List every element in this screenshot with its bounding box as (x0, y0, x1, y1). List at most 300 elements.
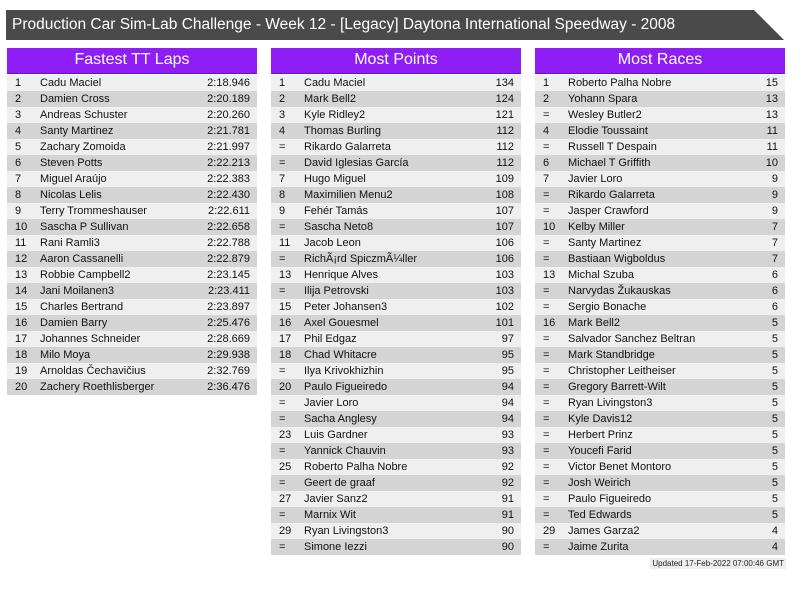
table-row (535, 315, 785, 331)
driver-name-cell: Rikardo Galarreta (304, 141, 391, 153)
table-row (7, 235, 257, 251)
driver-name-cell: Narvydas Žukauskas (568, 285, 671, 297)
value-cell: 2:25.476 (207, 317, 250, 329)
value-cell: 9 (771, 205, 778, 217)
driver-name-cell: Fehér Tamás (304, 205, 368, 217)
value-cell: 5 (771, 397, 778, 409)
driver-name-cell: Andreas Schuster (40, 109, 128, 121)
table-row (535, 75, 785, 91)
position-cell: = (279, 285, 286, 297)
value-cell: 103 (495, 269, 514, 281)
driver-name-cell: Cadu Maciel (40, 77, 102, 89)
driver-name-cell: David Iglesias García (304, 157, 409, 169)
position-cell: = (543, 109, 550, 121)
value-cell: 13 (765, 109, 778, 121)
position-cell: 4 (15, 125, 22, 137)
position-cell: 7 (543, 173, 550, 185)
driver-name-cell: Gregory Barrett-Wilt (568, 381, 666, 393)
table-row (7, 299, 257, 315)
position-cell: = (543, 189, 550, 201)
table-row (271, 251, 521, 267)
driver-name-cell: Michael T Griffith (568, 157, 651, 169)
driver-name-cell: Mark Standbridge (568, 349, 655, 361)
table-row (535, 187, 785, 203)
driver-name-cell: Santy Martinez (40, 125, 114, 137)
value-cell: 5 (771, 493, 778, 505)
position-cell: 15 (15, 301, 28, 313)
position-cell: 12 (15, 253, 28, 265)
value-cell: 2:20.260 (207, 109, 250, 121)
driver-name-cell: Elodie Toussaint (568, 125, 648, 137)
driver-name-cell: Jacob Leon (304, 237, 361, 249)
position-cell: 5 (15, 141, 22, 153)
position-cell: 19 (15, 365, 28, 377)
value-cell: 2:22.611 (207, 205, 250, 217)
position-cell: 18 (15, 349, 28, 361)
driver-name-cell: Simone Iezzi (304, 541, 367, 553)
driver-name-cell: Christopher Leitheiser (568, 365, 676, 377)
value-cell: 108 (495, 189, 514, 201)
position-cell: 6 (15, 157, 22, 169)
driver-name-cell: Nicolas Lelis (40, 189, 102, 201)
table-row (271, 235, 521, 251)
value-cell: 94 (501, 397, 514, 409)
position-cell: = (279, 477, 286, 489)
value-cell: 5 (771, 317, 778, 329)
driver-name-cell: Cadu Maciel (304, 77, 366, 89)
position-cell: = (543, 285, 550, 297)
value-cell: 112 (496, 125, 514, 137)
driver-name-cell: Phil Edgaz (304, 333, 357, 345)
table-row (271, 219, 521, 235)
table-row (271, 139, 521, 155)
driver-name-cell: Salvador Sanchez Beltran (568, 333, 696, 345)
driver-name-cell: Bastiaan Wigboldus (568, 253, 666, 265)
position-cell: 15 (279, 301, 292, 313)
driver-name-cell: Kyle Ridley2 (304, 109, 366, 121)
position-cell: 17 (15, 333, 28, 345)
driver-name-cell: Aaron Cassanelli (40, 253, 124, 265)
driver-name-cell: Ted Edwards (568, 509, 632, 521)
table-row (271, 539, 521, 555)
value-cell: 9 (771, 173, 778, 185)
value-cell: 5 (771, 333, 778, 345)
driver-name-cell: Axel Gouesmel (304, 317, 379, 329)
table-row (7, 251, 257, 267)
value-cell: 112 (496, 157, 514, 169)
table-row (535, 155, 785, 171)
table-row (271, 363, 521, 379)
panel-header: Fastest TT Laps (7, 48, 257, 74)
driver-name-cell: Terry Trommeshauser (40, 205, 147, 217)
driver-name-cell: Javier Loro (568, 173, 623, 185)
value-cell: 2:22.788 (207, 237, 250, 249)
table-row (271, 379, 521, 395)
title-banner (6, 10, 784, 40)
value-cell: 2:22.879 (207, 253, 250, 265)
position-cell: = (543, 333, 550, 345)
table-row (535, 523, 785, 539)
position-cell: 20 (279, 381, 292, 393)
driver-name-cell: Victor Benet Montoro (568, 461, 672, 473)
value-cell: 101 (495, 317, 514, 329)
table-row (7, 75, 257, 91)
position-cell: = (543, 477, 550, 489)
position-cell: 9 (279, 205, 286, 217)
table-row (535, 379, 785, 395)
table-row (7, 171, 257, 187)
table-row (271, 331, 521, 347)
driver-name-cell: Yohann Spara (568, 93, 638, 105)
driver-name-cell: Thomas Burling (304, 125, 382, 137)
value-cell: 121 (495, 109, 514, 121)
driver-name-cell: Zachary Zomoida (40, 141, 126, 153)
driver-name-cell: Jani Moilanen3 (40, 285, 114, 297)
table-row (535, 267, 785, 283)
driver-name-cell: Mark Bell2 (568, 317, 620, 329)
table-row (7, 363, 257, 379)
table-row (535, 107, 785, 123)
driver-name-cell: Yannick Chauvin (304, 445, 386, 457)
table-row (535, 475, 785, 491)
value-cell: 7 (771, 253, 778, 265)
position-cell: 10 (15, 221, 28, 233)
value-cell: 6 (771, 269, 778, 281)
value-cell: 2:29.938 (207, 349, 250, 361)
driver-name-cell: Mark Bell2 (304, 93, 356, 105)
driver-name-cell: Peter Johansen3 (304, 301, 388, 313)
table-row (535, 539, 785, 555)
driver-name-cell: Kelby Miller (568, 221, 625, 233)
table-row (271, 411, 521, 427)
table-row (535, 347, 785, 363)
value-cell: 90 (501, 525, 514, 537)
value-cell: 2:21.997 (207, 141, 250, 153)
position-cell: = (279, 541, 286, 553)
value-cell: 95 (501, 349, 514, 361)
value-cell: 90 (501, 541, 514, 553)
position-cell: 1 (15, 77, 22, 89)
most-points-panel (271, 48, 521, 555)
position-cell: = (279, 413, 286, 425)
value-cell: 7 (771, 221, 778, 233)
table-row (7, 267, 257, 283)
position-cell: 6 (543, 157, 550, 169)
position-cell: 16 (15, 317, 28, 329)
table-row (271, 267, 521, 283)
position-cell: 10 (543, 221, 556, 233)
value-cell: 5 (771, 445, 778, 457)
value-cell: 5 (771, 429, 778, 441)
table-row (535, 411, 785, 427)
driver-name-cell: Sergio Bonache (568, 301, 647, 313)
position-cell: 20 (15, 381, 28, 393)
value-cell: 91 (501, 509, 514, 521)
value-cell: 93 (501, 445, 514, 457)
table-row (535, 507, 785, 523)
most-races-list (535, 75, 785, 555)
position-cell: = (543, 493, 550, 505)
value-cell: 5 (771, 349, 778, 361)
table-row (271, 523, 521, 539)
value-cell: 106 (495, 253, 514, 265)
table-row (7, 187, 257, 203)
value-cell: 2:22.383 (207, 173, 250, 185)
value-cell: 4 (771, 525, 778, 537)
position-cell: = (543, 445, 550, 457)
value-cell: 5 (771, 413, 778, 425)
position-cell: = (543, 237, 550, 249)
position-cell: = (279, 141, 286, 153)
value-cell: 94 (501, 381, 514, 393)
value-cell: 2:20.189 (207, 93, 250, 105)
table-row (535, 203, 785, 219)
driver-name-cell: Jaime Zurita (568, 541, 629, 553)
position-cell: 4 (279, 125, 286, 137)
driver-name-cell: Miguel Araújo (40, 173, 107, 185)
driver-name-cell: Paulo Figueiredo (304, 381, 388, 393)
position-cell: 8 (15, 189, 22, 201)
table-row (535, 219, 785, 235)
value-cell: 5 (771, 381, 778, 393)
table-row (7, 219, 257, 235)
table-row (535, 459, 785, 475)
position-cell: 3 (15, 109, 22, 121)
position-cell: = (543, 365, 550, 377)
table-row (7, 203, 257, 219)
value-cell: 103 (495, 285, 514, 297)
driver-name-cell: Paulo Figueiredo (568, 493, 652, 505)
position-cell: 29 (279, 525, 292, 537)
panel-header: Most Races (535, 48, 785, 74)
table-row (271, 443, 521, 459)
driver-name-cell: Rani Ramli3 (40, 237, 100, 249)
driver-name-cell: Ilija Petrovski (304, 285, 369, 297)
value-cell: 91 (501, 493, 514, 505)
updated-timestamp: Updated 17-Feb-2022 07:00:46 GMT (652, 559, 784, 568)
table-row (271, 459, 521, 475)
value-cell: 2:22.430 (207, 189, 250, 201)
most-points-list (271, 75, 521, 555)
table-row (271, 299, 521, 315)
table-row (7, 331, 257, 347)
position-cell: = (279, 509, 286, 521)
driver-name-cell: Javier Sanz2 (304, 493, 368, 505)
driver-name-cell: Ryan Livingston3 (304, 525, 389, 537)
table-row (271, 155, 521, 171)
table-row (7, 347, 257, 363)
position-cell: = (543, 413, 550, 425)
table-row (271, 203, 521, 219)
table-row (271, 171, 521, 187)
driver-name-cell: Michal Szuba (568, 269, 635, 281)
driver-name-cell: Henrique Alves (304, 269, 378, 281)
position-cell: = (543, 205, 550, 217)
value-cell: 124 (495, 93, 514, 105)
table-row (535, 427, 785, 443)
value-cell: 2:23.411 (207, 285, 250, 297)
table-row (535, 251, 785, 267)
value-cell: 106 (495, 237, 514, 249)
driver-name-cell: Damien Cross (40, 93, 110, 105)
value-cell: 2:22.658 (207, 221, 250, 233)
driver-name-cell: Luis Gardner (304, 429, 368, 441)
value-cell: 95 (501, 365, 514, 377)
value-cell: 10 (765, 157, 778, 169)
position-cell: 4 (543, 125, 550, 137)
value-cell: 11 (766, 125, 778, 137)
driver-name-cell: Steven Potts (40, 157, 103, 169)
position-cell: = (543, 301, 550, 313)
position-cell: 9 (15, 205, 22, 217)
position-cell: = (279, 157, 286, 169)
position-cell: = (543, 429, 550, 441)
value-cell: 94 (501, 413, 514, 425)
value-cell: 5 (771, 461, 778, 473)
position-cell: 18 (279, 349, 292, 361)
position-cell: = (543, 381, 550, 393)
position-cell: 14 (15, 285, 28, 297)
driver-name-cell: Javier Loro (304, 397, 359, 409)
position-cell: 11 (15, 237, 27, 249)
position-cell: = (279, 445, 286, 457)
position-cell: 7 (15, 173, 22, 185)
table-row (535, 491, 785, 507)
value-cell: 93 (501, 429, 514, 441)
driver-name-cell: Ilya Krivokhizhin (304, 365, 384, 377)
value-cell: 2:22.213 (207, 157, 250, 169)
table-row (7, 123, 257, 139)
driver-name-cell: Arnoldas Čechavičius (40, 365, 146, 377)
value-cell: 2:28.669 (207, 333, 250, 345)
table-row (7, 283, 257, 299)
table-row (271, 347, 521, 363)
value-cell: 112 (496, 141, 514, 153)
position-cell: 23 (279, 429, 292, 441)
table-row (271, 75, 521, 91)
position-cell: 1 (279, 77, 286, 89)
driver-name-cell: Wesley Butler2 (568, 109, 642, 121)
position-cell: = (543, 253, 550, 265)
table-row (7, 379, 257, 395)
driver-name-cell: Robbie Campbell2 (40, 269, 131, 281)
position-cell: 2 (15, 93, 22, 105)
table-row (535, 299, 785, 315)
page-title: Production Car Sim-Lab Challenge - Week 12 - [Legacy] Daytona International Speedway - 2008 (12, 16, 676, 33)
position-cell: = (279, 397, 286, 409)
value-cell: 107 (495, 221, 514, 233)
value-cell: 4 (771, 541, 778, 553)
value-cell: 6 (771, 285, 778, 297)
position-cell: 16 (543, 317, 556, 329)
table-row (535, 171, 785, 187)
value-cell: 13 (765, 93, 778, 105)
position-cell: = (543, 141, 550, 153)
table-row (271, 107, 521, 123)
driver-name-cell: Herbert Prinz (568, 429, 633, 441)
driver-name-cell: Kyle Davis12 (568, 413, 633, 425)
table-row (271, 507, 521, 523)
position-cell: 7 (279, 173, 286, 185)
driver-name-cell: Charles Bertrand (40, 301, 124, 313)
table-row (535, 363, 785, 379)
panel-header: Most Points (271, 48, 521, 74)
table-row (535, 235, 785, 251)
value-cell: 97 (501, 333, 514, 345)
value-cell: 6 (771, 301, 778, 313)
value-cell: 92 (501, 477, 514, 489)
most-races-panel (535, 48, 785, 555)
position-cell: 13 (279, 269, 292, 281)
driver-name-cell: Hugo Miguel (304, 173, 366, 185)
driver-name-cell: Sacha Anglesy (304, 413, 377, 425)
driver-name-cell: Sascha Neto8 (304, 221, 374, 233)
value-cell: 109 (495, 173, 514, 185)
table-row (271, 395, 521, 411)
value-cell: 134 (495, 77, 514, 89)
driver-name-cell: Marnix Wit (304, 509, 356, 521)
table-row (535, 283, 785, 299)
driver-name-cell: James Garza2 (568, 525, 640, 537)
table-row (535, 395, 785, 411)
table-row (7, 315, 257, 331)
position-cell: 2 (279, 93, 286, 105)
table-row (271, 491, 521, 507)
value-cell: 2:21.781 (207, 125, 250, 137)
value-cell: 11 (766, 141, 778, 153)
driver-name-cell: Roberto Palha Nobre (568, 77, 672, 89)
value-cell: 5 (771, 477, 778, 489)
driver-name-cell: Russell T Despain (568, 141, 657, 153)
position-cell: 25 (279, 461, 292, 473)
position-cell: = (543, 509, 550, 521)
table-row (271, 187, 521, 203)
value-cell: 2:23.897 (207, 301, 250, 313)
position-cell: = (543, 541, 550, 553)
driver-name-cell: Jasper Crawford (568, 205, 649, 217)
driver-name-cell: Damien Barry (40, 317, 108, 329)
table-row (535, 123, 785, 139)
table-row (271, 91, 521, 107)
position-cell: 13 (15, 269, 28, 281)
value-cell: 2:36.476 (207, 381, 250, 393)
value-cell: 9 (771, 189, 778, 201)
position-cell: 1 (543, 77, 550, 89)
driver-name-cell: Zachery Roethlisberger (40, 381, 155, 393)
value-cell: 15 (765, 77, 778, 89)
position-cell: = (543, 461, 550, 473)
value-cell: 2:32.769 (207, 365, 250, 377)
driver-name-cell: Geert de graaf (304, 477, 375, 489)
table-row (535, 139, 785, 155)
driver-name-cell: Josh Weirich (568, 477, 631, 489)
position-cell: 17 (279, 333, 292, 345)
position-cell: 11 (279, 237, 291, 249)
table-row (535, 331, 785, 347)
position-cell: 27 (279, 493, 292, 505)
position-cell: 16 (279, 317, 292, 329)
value-cell: 5 (771, 365, 778, 377)
driver-name-cell: Ryan Livingston3 (568, 397, 653, 409)
position-cell: = (279, 221, 286, 233)
driver-name-cell: Milo Moya (40, 349, 91, 361)
position-cell: 2 (543, 93, 550, 105)
driver-name-cell: Sascha P Sullivan (40, 221, 129, 233)
table-row (535, 443, 785, 459)
value-cell: 7 (771, 237, 778, 249)
table-row (7, 91, 257, 107)
position-cell: = (279, 365, 286, 377)
